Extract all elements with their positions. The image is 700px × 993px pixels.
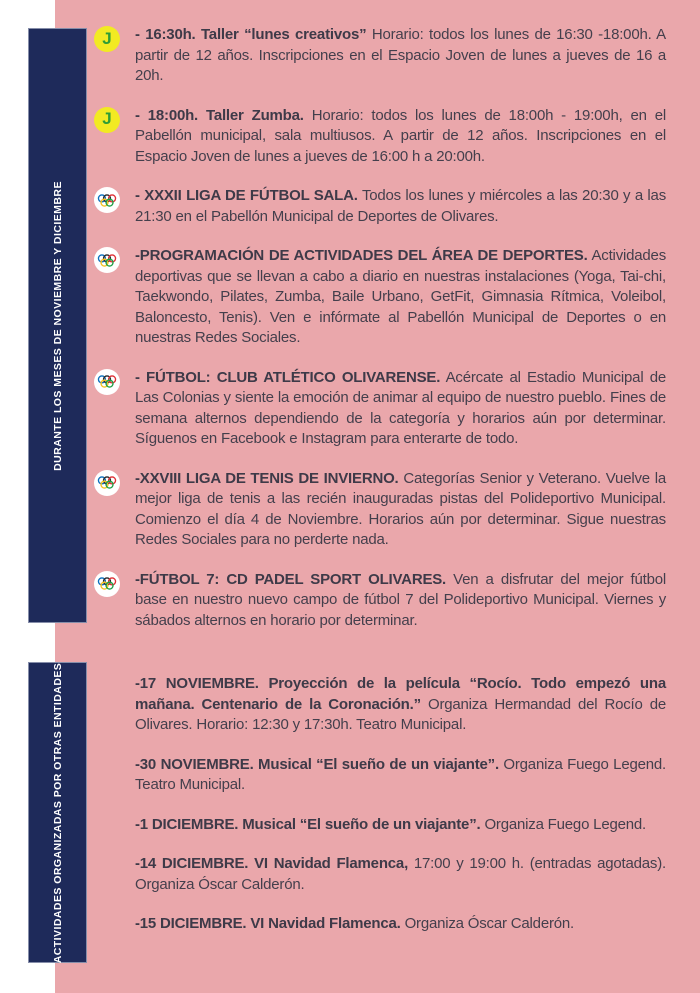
list-item-14-diciembre bbox=[135, 854, 666, 895]
item-text bbox=[135, 368, 666, 450]
list-item-taller-lunes-creativos bbox=[94, 25, 666, 87]
item-lead: - XXXII LIGA DE FÚTBOL SALA. bbox=[135, 187, 358, 204]
list-item-liga-tenis-invierno bbox=[94, 469, 666, 551]
item-text bbox=[135, 186, 666, 227]
item-body: Categorías Senior y Veterano. Vuelve la mejor liga de tenis a las recién inauguradas pistas del Polideportivo Municipal. Comienzo el día 4 de Noviembre. Horarios aún por determinar. Sigue nuestras Redes Sociales para no perderte nada. bbox=[135, 469, 666, 548]
olympic-rings-svg bbox=[96, 192, 118, 209]
item-text bbox=[135, 106, 666, 168]
item-body: Ven a disfrutar del mejor fútbol base en nuestro nuevo campo de fútbol 7 del Polideportivo Municipal. Viernes y sábados alternos en horario por determinar. bbox=[135, 570, 667, 629]
item-text bbox=[135, 25, 666, 87]
sidebar-bar-other-entities bbox=[28, 662, 87, 963]
item-body: Horario: todos los lunes de 16:30 -18:00h. A partir de 12 años. Inscripciones en el Espacio Joven de lunes a jueves de 16 a 20h. bbox=[135, 26, 666, 84]
list-item-1-diciembre bbox=[135, 815, 666, 836]
olympic-rings-svg bbox=[96, 373, 118, 390]
list-item-taller-zumba bbox=[94, 106, 666, 168]
item-lead: -17 NOVIEMBRE. Proyección de la película “Rocío. Todo empezó una mañana. Centenario de la Coronación.” bbox=[135, 675, 666, 713]
olympic-rings-icon bbox=[94, 470, 120, 496]
item-lead: -1 DICIEMBRE. Musical “El sueño de un viajante”. bbox=[135, 815, 481, 833]
item-lead: - FÚTBOL: CLUB ATLÉTICO OLIVARENSE. bbox=[135, 368, 441, 386]
list-item-programacion-deportes bbox=[94, 246, 666, 349]
sidebar-label-other-entities: ACTIVIDADES ORGANIZADAS POR OTRAS ENTIDADES bbox=[51, 662, 64, 963]
item-lead: -XXVIII LIGA DE TENIS DE INVIERNO. bbox=[135, 469, 399, 487]
list-item-17-noviembre bbox=[135, 674, 666, 736]
item-icon-column bbox=[94, 469, 122, 551]
item-body: Todos los lunes y miércoles a las 20:30 y a las 21:30 en el Pabellón Municipal de Deportes de Olivares. bbox=[135, 187, 666, 225]
item-body: Actividades deportivas que se llevan a cabo a diario en nuestras instalaciones (Yoga, Tai-chi, Taekwondo, Pilates, Zumba, Baile Urbano, GetFit, Gimnasia Rítmica, Voleibol, Baloncesto, Tenis). Ven e infórmate al Pabellón Municipal de Deportes o en nuestras Redes Sociales. bbox=[135, 247, 666, 346]
item-text bbox=[135, 914, 666, 935]
item-lead: -FÚTBOL 7: CD PADEL SPORT OLIVARES. bbox=[135, 570, 447, 588]
list-item-30-noviembre bbox=[135, 755, 666, 796]
item-text bbox=[135, 469, 666, 551]
item-text bbox=[135, 674, 666, 736]
olympic-rings-svg bbox=[96, 575, 118, 592]
item-lead: -PROGRAMACIÓN DE ACTIVIDADES DEL ÁREA DE DEPORTES. bbox=[135, 247, 588, 264]
list-item-15-diciembre bbox=[135, 914, 666, 935]
item-body: Organiza Óscar Calderón. bbox=[404, 915, 575, 932]
item-icon-column bbox=[94, 246, 122, 349]
olympic-rings-svg bbox=[96, 474, 118, 491]
item-body: Organiza Fuego Legend. Teatro Municipal. bbox=[135, 755, 666, 793]
section-monthly-activities bbox=[94, 25, 666, 650]
item-lead: - 16:30h. Taller “lunes creativos” bbox=[135, 26, 367, 43]
item-icon-column bbox=[94, 106, 122, 168]
list-item-futbol7-padel-sport bbox=[94, 570, 666, 632]
item-lead: -30 NOVIEMBRE. Musical “El sueño de un viajante”. bbox=[135, 755, 499, 773]
list-item-club-atletico-olivarense bbox=[94, 368, 666, 450]
item-lead: -15 DICIEMBRE. VI Navidad Flamenca. bbox=[135, 915, 401, 932]
list-item-liga-futbol-sala bbox=[94, 186, 666, 227]
j-letter: J bbox=[102, 109, 112, 128]
item-lead: - 18:00h. Taller Zumba. bbox=[135, 106, 304, 124]
espacio-joven-icon bbox=[94, 26, 120, 52]
section-other-entities bbox=[135, 674, 666, 954]
item-body: Organiza Hermandad del Rocío de Olivares. Horario: 12:30 y 17:30h. Teatro Municipal. bbox=[135, 695, 666, 733]
item-icon-column bbox=[94, 570, 122, 632]
item-text bbox=[135, 755, 666, 796]
olympic-rings-svg bbox=[96, 252, 118, 269]
olympic-rings-icon bbox=[94, 571, 120, 597]
item-icon-column bbox=[94, 25, 122, 87]
olympic-rings-icon bbox=[94, 369, 120, 395]
item-body: Horario: todos los lunes de 18:00h - 19:00h, en el Pabellón municipal, sala multiusos. A partir de 12 años. Inscripciones en el Espacio Joven de lunes a jueves de 16:00 h a 20:00h. bbox=[135, 106, 666, 165]
item-lead: -14 DICIEMBRE. VI Navidad Flamenca, bbox=[135, 855, 409, 872]
olympic-rings-icon bbox=[94, 247, 120, 273]
sidebar-label-november-december: DURANTE LOS MESES DE NOVIEMBRE Y DICIEMBRE bbox=[51, 180, 64, 471]
item-body: 17:00 y 19:00 h. (entradas agotadas). Organiza Óscar Calderón. bbox=[135, 855, 666, 893]
item-body: Acércate al Estadio Municipal de Las Colonias y siente la emoción de animar al equipo de nuestro pueblo. Fines de semana alternos dependiendo de la categoría y horarios aún por determinar. Síguenos en Facebook e Instagram para enterarte de todo. bbox=[135, 368, 666, 447]
item-text bbox=[135, 854, 666, 895]
espacio-joven-icon bbox=[94, 107, 120, 133]
j-letter: J bbox=[102, 28, 112, 48]
item-text bbox=[135, 815, 666, 836]
item-body: Organiza Fuego Legend. bbox=[484, 815, 647, 833]
item-text bbox=[135, 246, 666, 349]
item-icon-column bbox=[94, 368, 122, 450]
sidebar-bar-november-december bbox=[28, 28, 87, 623]
item-icon-column bbox=[94, 186, 122, 227]
item-text bbox=[135, 570, 666, 632]
olympic-rings-icon bbox=[94, 187, 120, 213]
